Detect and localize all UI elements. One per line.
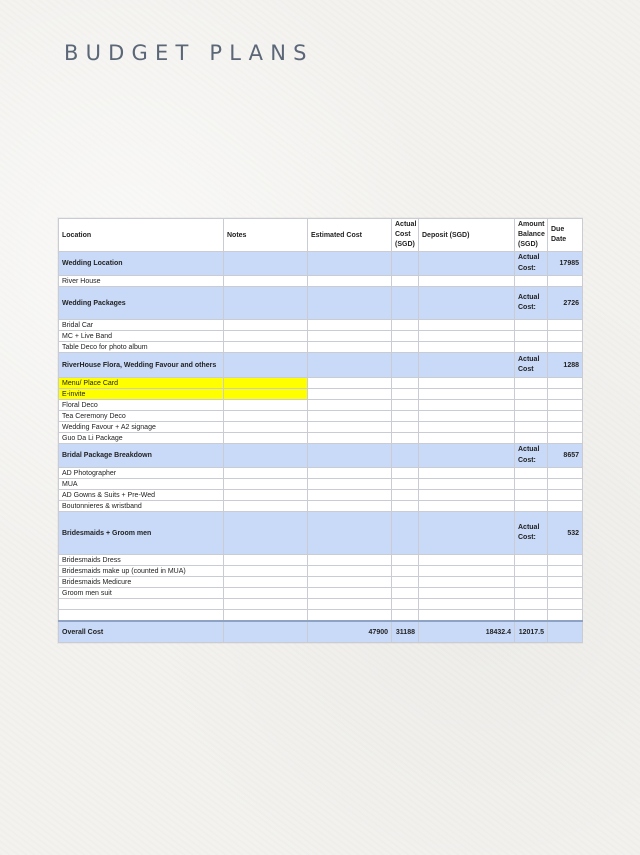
section-summary-label: Actual Cost: xyxy=(515,252,548,276)
table-row xyxy=(59,422,583,433)
item-label: Menu/ Place Card xyxy=(59,378,224,389)
table-row xyxy=(59,479,583,490)
budget-table xyxy=(58,218,583,643)
section-row-riverhouse-flora xyxy=(59,353,583,378)
item-label: Table Deco for photo album xyxy=(59,342,224,353)
overall-deposit: 18432.4 xyxy=(419,621,515,643)
overall-cost-row xyxy=(59,621,583,643)
section-title: Wedding Location xyxy=(59,252,224,276)
overall-cost-label: Overall Cost xyxy=(59,621,224,643)
header-due-date: Due Date xyxy=(548,219,583,252)
item-label: Bridal Car xyxy=(59,320,224,331)
section-title: Wedding Packages xyxy=(59,287,224,320)
item-label: Bridesmaids Medicure xyxy=(59,577,224,588)
section-summary-value: 1288 xyxy=(548,353,583,378)
header-actual-cost: Actual Cost (SGD) xyxy=(392,219,419,252)
section-row-wedding-packages xyxy=(59,287,583,320)
item-label: MC + Live Band xyxy=(59,331,224,342)
overall-actual-cost: 31188 xyxy=(392,621,419,643)
table-row xyxy=(59,331,583,342)
header-location: Location xyxy=(59,219,224,252)
header-deposit: Deposit (SGD) xyxy=(419,219,515,252)
item-label: Guo Da Li Package xyxy=(59,433,224,444)
table-row-empty xyxy=(59,610,583,622)
table-row-highlighted xyxy=(59,378,583,389)
item-label: River House xyxy=(59,276,224,287)
item-label: AD Gowns & Suits + Pre-Wed xyxy=(59,490,224,501)
section-title: RiverHouse Flora, Wedding Favour and others xyxy=(59,353,224,378)
section-summary-label: Actual Cost: xyxy=(515,512,548,555)
item-label: AD Photographer xyxy=(59,468,224,479)
table-row xyxy=(59,577,583,588)
item-label: MUA xyxy=(59,479,224,490)
table-row xyxy=(59,501,583,512)
table-row xyxy=(59,555,583,566)
item-label: E-invite xyxy=(59,389,224,400)
section-summary-label: Actual Cost: xyxy=(515,287,548,320)
page-title: BUDGET PLANS xyxy=(64,41,314,65)
overall-amount-balance: 12017.5 xyxy=(515,621,548,643)
section-title: Bridal Package Breakdown xyxy=(59,444,224,468)
table-row xyxy=(59,276,583,287)
item-label: Wedding Favour + A2 signage xyxy=(59,422,224,433)
section-summary-label: Actual Cost: xyxy=(515,444,548,468)
item-label: Floral Deco xyxy=(59,400,224,411)
table-row xyxy=(59,433,583,444)
overall-estimated-cost: 47900 xyxy=(308,621,392,643)
table-row-highlighted xyxy=(59,389,583,400)
table-row xyxy=(59,400,583,411)
table-row xyxy=(59,566,583,577)
item-label: Bridesmaids Dress xyxy=(59,555,224,566)
item-label: Tea Ceremony Deco xyxy=(59,411,224,422)
table-row xyxy=(59,342,583,353)
table-row xyxy=(59,490,583,501)
section-summary-value: 532 xyxy=(548,512,583,555)
table-row xyxy=(59,320,583,331)
header-estimated-cost: Estimated Cost xyxy=(308,219,392,252)
header-amount-balance: Amount Balance (SGD) xyxy=(515,219,548,252)
section-summary-value: 17985 xyxy=(548,252,583,276)
section-row-wedding-location xyxy=(59,252,583,276)
table-row-empty xyxy=(59,599,583,610)
header-row xyxy=(59,219,583,252)
section-summary-label: Actual Cost xyxy=(515,353,548,378)
section-summary-value: 2726 xyxy=(548,287,583,320)
header-notes: Notes xyxy=(224,219,308,252)
item-label: Boutonnieres & wristband xyxy=(59,501,224,512)
section-row-bridal-package xyxy=(59,444,583,468)
section-row-bridesmaids xyxy=(59,512,583,555)
section-summary-value: 8657 xyxy=(548,444,583,468)
table-row xyxy=(59,588,583,599)
table-row xyxy=(59,411,583,422)
item-label: Groom men suit xyxy=(59,588,224,599)
item-label: Bridesmaids make up (counted in MUA) xyxy=(59,566,224,577)
section-title: Bridesmaids + Groom men xyxy=(59,512,224,555)
budget-spreadsheet xyxy=(58,218,582,643)
table-row xyxy=(59,468,583,479)
